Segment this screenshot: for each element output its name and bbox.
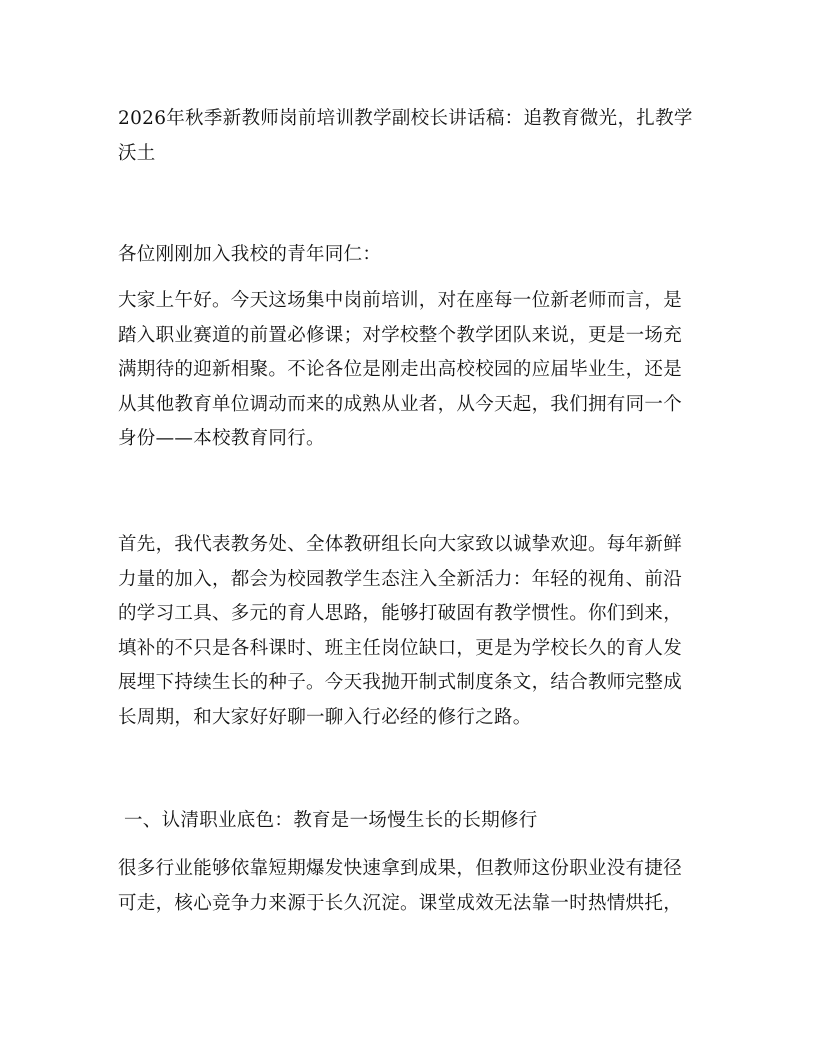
title-line: 沃土 [118,142,156,164]
title-line: 2026年秋季新教师岗前培训教学副校长讲话稿：追教育微光，扎教学 [118,108,693,129]
paragraph-line: 填补的不只是各科课时、班主任岗位缺口，更是为学校长久的育人发 [118,637,683,659]
paragraph-line: 首先，我代表教务处、全体教研组长向大家致以诚挚欢迎。每年新鲜 [118,534,683,555]
paragraph-line: 力量的加入，都会为校园教学生态注入全新活力：年轻的视角、前沿 [118,568,683,590]
paragraph-line: 踏入职业赛道的前置必修课；对学校整个教学团队来说，更是一场充 [118,324,683,346]
greeting [118,238,698,273]
paragraph-line: 从其他教育单位调动而来的成熟从业者，从今天起，我们拥有同一个 [118,393,683,415]
paragraph-line: 身份——本校教育同行。 [118,428,325,449]
paragraph-opening [118,284,698,457]
paragraph-section1 [118,852,698,921]
paragraph-line: 长周期，和大家好好聊一聊入行必经的修行之路。 [118,706,532,728]
section-heading-text: 一、认清职业底色：教育是一场慢生长的长期修行 [124,810,538,831]
greeting-text: 各位刚刚加入我校的青年同仁： [118,244,382,265]
paragraph-line: 的学习工具、多元的育人思路，能够打破固有教学惯性。你们到来， [118,603,683,624]
section-heading [124,804,704,839]
paragraph-line: 可走，核心竞争力来源于长久沉淀。课堂成效无法靠一时热情烘托， [118,892,683,914]
paragraph-line: 大家上午好。今天这场集中岗前培训，对在座每一位新老师而言，是 [118,290,683,311]
paragraph-welcome [118,528,698,735]
paragraph-line: 满期待的迎新相聚。不论各位是刚走出高校校园的应届毕业生，还是 [118,359,683,380]
paragraph-line: 展埋下持续生长的种子。今天我抛开制式制度条文，结合教师完整成 [118,672,683,693]
paragraph-line: 很多行业能够依靠短期爆发快速拿到成果，但教师这份职业没有捷径 [118,858,683,879]
document-title [118,102,698,171]
